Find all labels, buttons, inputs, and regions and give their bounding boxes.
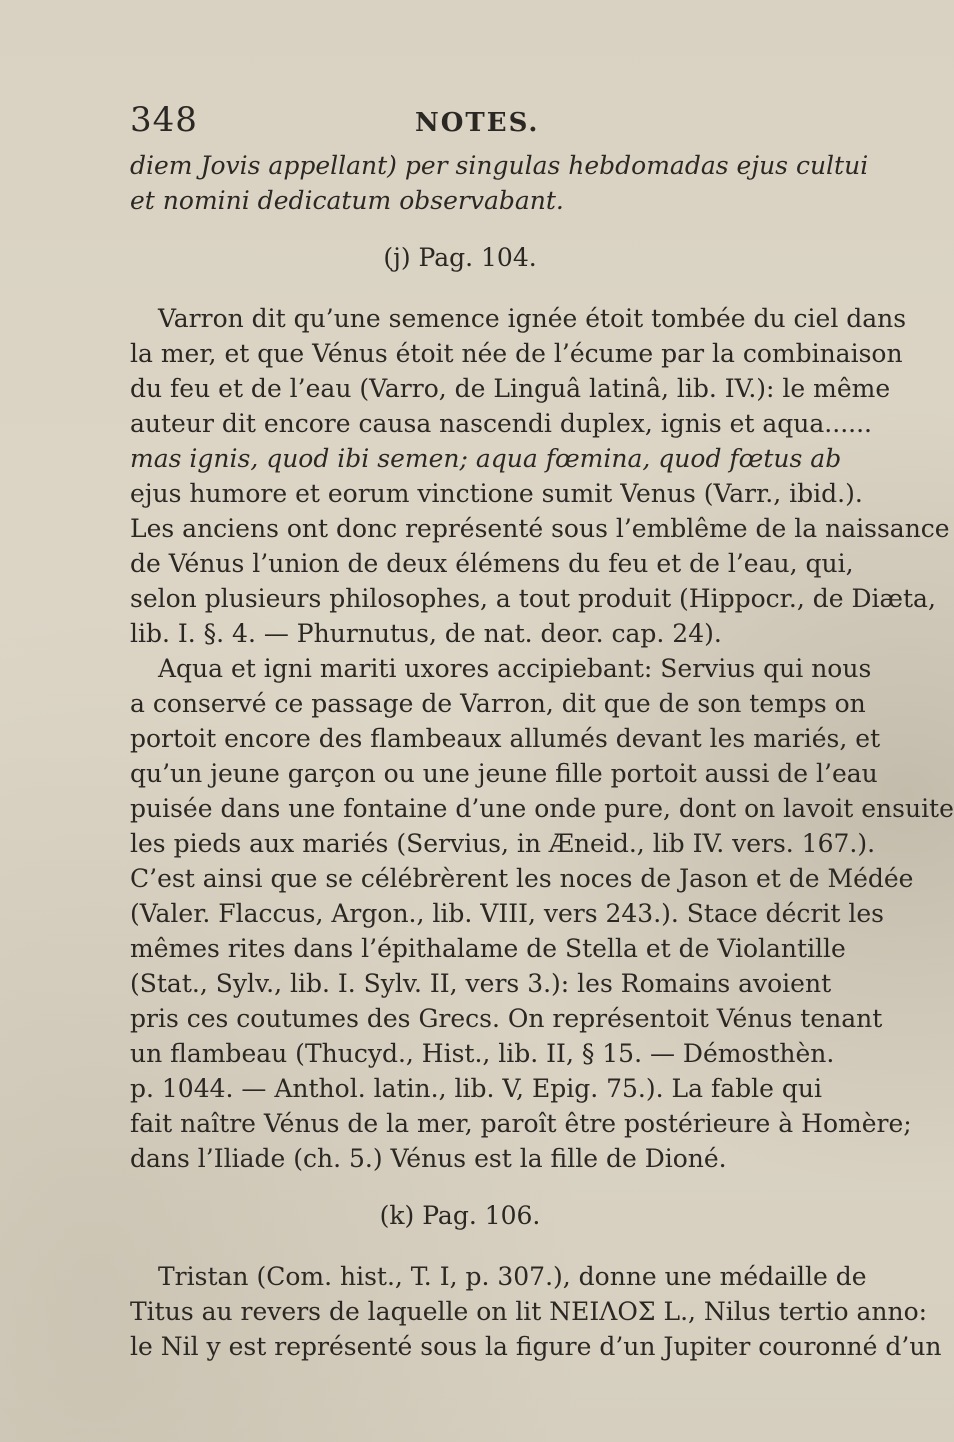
text-line: mas ignis, quod ibi semen; aqua fœmina, quod fœtus ab bbox=[130, 444, 842, 473]
note-k-heading: (k) Pag. 106. bbox=[379, 1201, 541, 1230]
text-line: dans l’Iliade (ch. 5.) Vénus est la fille de Dioné. bbox=[130, 1144, 727, 1173]
text-line: lib. I. §. 4. — Phurnutus, de nat. deor. cap. 24). bbox=[130, 619, 722, 648]
intro-line: diem Jovis appellant) per singulas hebdomadas ejus cultui bbox=[130, 151, 869, 180]
text-line: Les anciens ont donc représenté sous l’emblême de la naissance bbox=[130, 514, 950, 543]
text-line: la mer, et que Vénus étoit née de l’écume par la combinaison bbox=[130, 339, 903, 368]
text-line: puisée dans une fontaine d’une onde pure, dont on lavoit ensuite bbox=[130, 794, 954, 823]
text-line: un flambeau (Thucyd., Hist., lib. II, § 15. — Démosthèn. bbox=[130, 1039, 835, 1068]
text-line: a conservé ce passage de Varron, dit que de son temps on bbox=[130, 689, 866, 718]
page-number: 348 bbox=[130, 100, 198, 140]
text-line: du feu et de l’eau (Varro, de Linguâ latinâ, lib. IV.): le même bbox=[130, 374, 891, 403]
text-line: p. 1044. — Anthol. latin., lib. V, Epig. 75.). La fable qui bbox=[130, 1074, 822, 1103]
text-line: qu’un jeune garçon ou une jeune fille portoit aussi de l’eau bbox=[130, 759, 878, 788]
text-line: pris ces coutumes des Grecs. On représentoit Vénus tenant bbox=[130, 1004, 883, 1033]
text-line: selon plusieurs philosophes, a tout produit (Hippocr., de Diæta, bbox=[130, 584, 936, 613]
text-line: (Valer. Flaccus, Argon., lib. VIII, vers 243.). Stace décrit les bbox=[130, 899, 884, 928]
text-line: Aqua et igni mariti uxores accipiebant: Servius qui nous bbox=[158, 654, 872, 683]
text-line: portoit encore des flambeaux allumés devant les mariés, et bbox=[130, 724, 881, 753]
text-line: Varron dit qu’une semence ignée étoit tombée du ciel dans bbox=[158, 304, 907, 333]
text-line: les pieds aux mariés (Servius, in Æneid., lib IV. vers. 167.). bbox=[130, 829, 876, 858]
note-j-heading: (j) Pag. 104. bbox=[383, 243, 537, 272]
text-line: Tristan (Com. hist., T. I, p. 307.), donne une médaille de bbox=[158, 1262, 867, 1291]
intro-line: et nomini dedicatum observabant. bbox=[130, 186, 564, 215]
page-header bbox=[130, 100, 770, 140]
text-line: de Vénus l’union de deux élémens du feu et de l’eau, qui, bbox=[130, 549, 854, 578]
text-line: Titus au revers de laquelle on lit ΝΕΙΛΟΣ L., Nilus tertio anno: bbox=[130, 1297, 928, 1326]
running-head: NOTES. bbox=[415, 108, 540, 138]
text-line: fait naître Vénus de la mer, paroît être postérieure à Homère; bbox=[130, 1109, 912, 1138]
text-line: ejus humore et eorum vinctione sumit Venus (Varr., ibid.). bbox=[130, 479, 863, 508]
text-line: auteur dit encore causa nascendi duplex, ignis et aqua...... bbox=[130, 409, 872, 438]
text-line: le Nil y est représenté sous la figure d’un Jupiter couronné d’un bbox=[130, 1332, 942, 1361]
text-line: C’est ainsi que se célébrèrent les noces de Jason et de Médée bbox=[130, 864, 914, 893]
note-k-body bbox=[130, 1259, 942, 1364]
text-line: mêmes rites dans l’épithalame de Stella et de Violantille bbox=[130, 934, 846, 963]
text-line: (Stat., Sylv., lib. I. Sylv. II, vers 3.): les Romains avoient bbox=[130, 969, 832, 998]
page-body bbox=[130, 148, 954, 1364]
note-j-body bbox=[130, 301, 954, 1176]
